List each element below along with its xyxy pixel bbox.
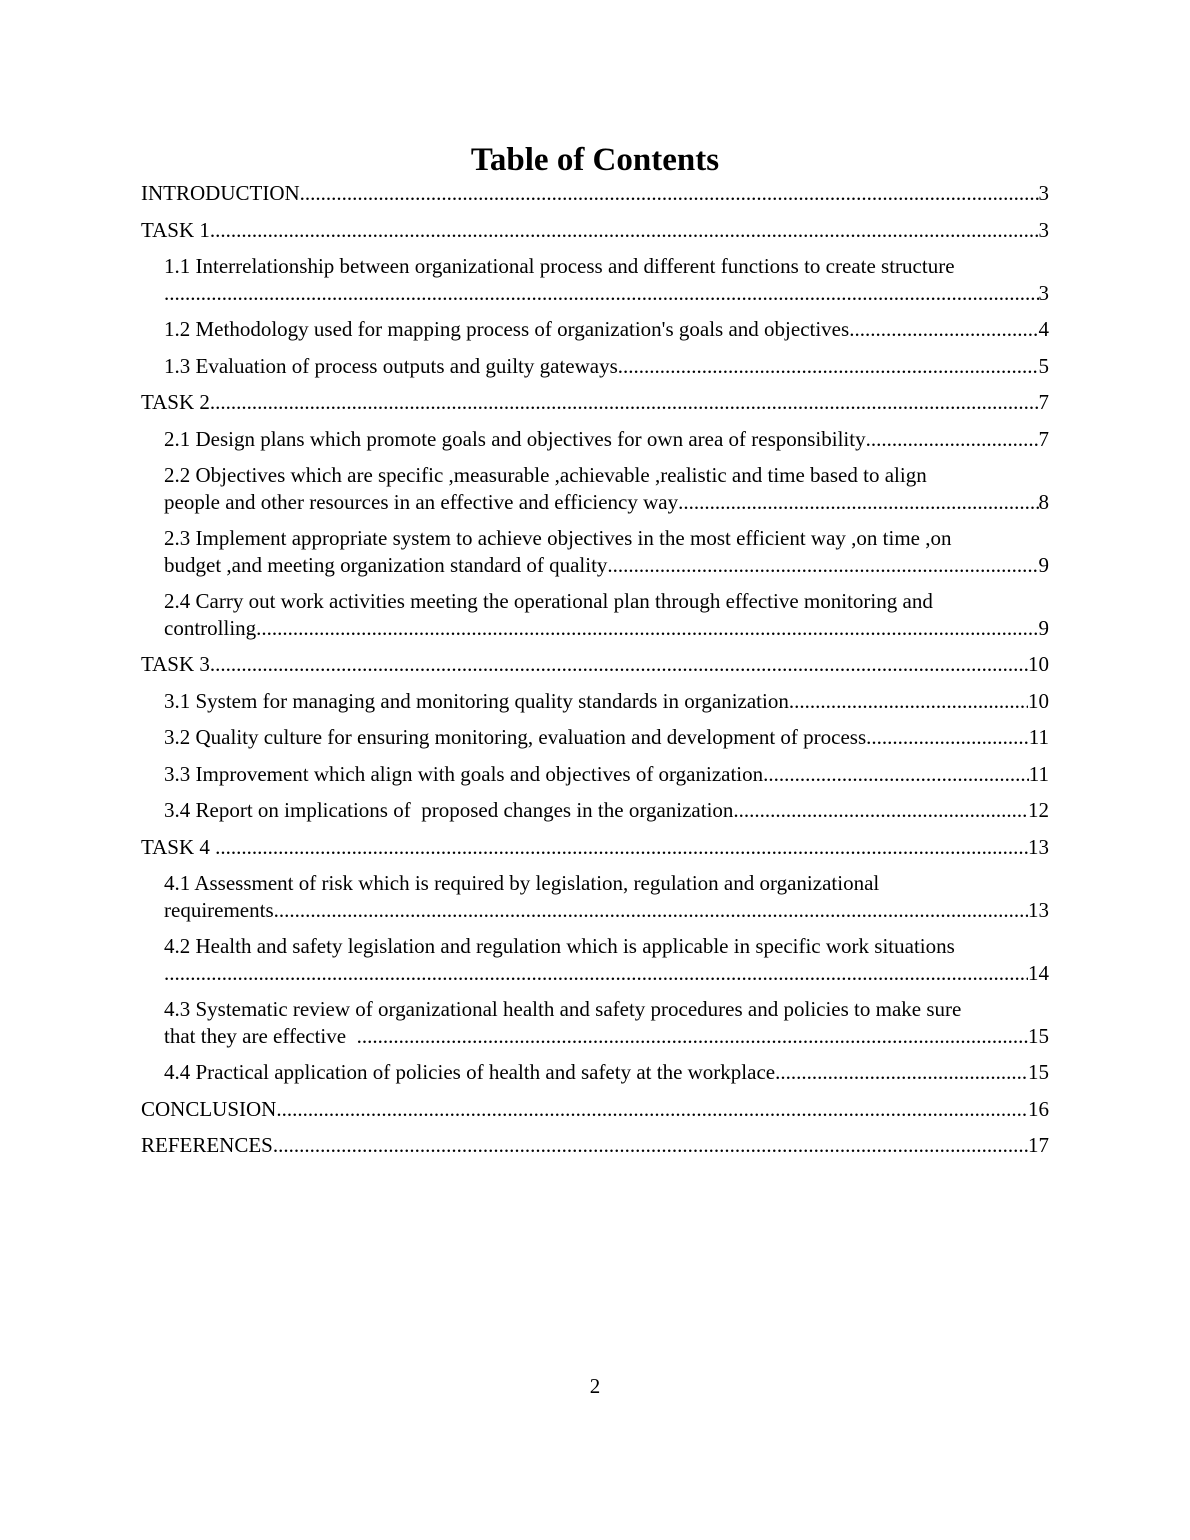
toc-page-number: 13 xyxy=(1028,897,1049,922)
toc-page-number: 4 xyxy=(1038,317,1049,341)
toc-page-number: 10 xyxy=(1028,688,1049,713)
page-number: 2 xyxy=(589,1374,601,1398)
toc-entry-subsection[interactable] xyxy=(141,870,1049,923)
toc-entry-line xyxy=(164,615,1049,642)
toc-entry-text: budget ,and meeting organization standard of quality xyxy=(164,552,608,577)
toc-entry-subsection[interactable] xyxy=(141,462,1049,515)
toc-entry-subsection[interactable] xyxy=(141,933,1049,986)
toc-page-number: 5 xyxy=(1038,353,1049,378)
toc-entry-subsection[interactable] xyxy=(141,353,1049,380)
toc-entry-text: INTRODUCTION xyxy=(141,181,300,205)
toc-entry-line xyxy=(164,489,1049,516)
toc-entry-section[interactable] xyxy=(141,389,1049,416)
toc-page-number: 13 xyxy=(1028,834,1049,859)
dot-leader xyxy=(256,615,1038,642)
toc-entry-text: that they are effective xyxy=(164,1023,357,1048)
toc-entry-text: 3.3 Improvement which align with goals and objectives of organization xyxy=(164,761,764,786)
toc-entry-line xyxy=(141,651,1049,678)
toc-entry-text: 3.2 Quality culture for ensuring monitoring, evaluation and development of process xyxy=(164,725,867,749)
toc-entry-line xyxy=(164,316,1049,343)
toc-entry-text: 3.1 System for managing and monitoring quality standards in organization xyxy=(164,688,789,713)
toc-entry-text: TASK 4 xyxy=(141,834,216,859)
dot-leader xyxy=(866,426,1039,453)
toc-entry-section[interactable] xyxy=(141,180,1049,207)
dot-leader xyxy=(678,489,1038,516)
toc-entry-line xyxy=(141,217,1049,244)
dot-leader xyxy=(164,960,1028,987)
toc-entry-text: 4.4 Practical application of policies of health and safety at the workplace xyxy=(164,1060,776,1084)
toc-entry-line xyxy=(164,897,1049,924)
toc-page-number: 11 xyxy=(1028,761,1049,786)
toc-entry-text: 2.4 Carry out work activities meeting the operational plan through effective monitoring and xyxy=(164,589,933,613)
toc-entry-text: CONCLUSION xyxy=(141,1096,277,1121)
toc-entry-line xyxy=(164,724,1049,751)
toc-page-number: 15 xyxy=(1028,1023,1049,1048)
toc-page-number: 3 xyxy=(1038,280,1049,305)
dot-leader xyxy=(789,688,1028,715)
dot-leader xyxy=(210,217,1039,244)
toc-page-number: 7 xyxy=(1038,390,1049,414)
toc-entry-subsection[interactable] xyxy=(141,426,1049,453)
dot-leader xyxy=(164,280,1039,307)
dot-leader xyxy=(210,389,1039,416)
dot-leader xyxy=(775,1059,1028,1086)
toc-entry-subsection[interactable] xyxy=(141,724,1049,751)
toc-page-number: 8 xyxy=(1038,489,1049,514)
toc-entry-subsection[interactable] xyxy=(141,688,1049,715)
toc-page-number: 10 xyxy=(1028,652,1049,676)
toc-entry-line xyxy=(164,797,1049,824)
toc-list xyxy=(141,180,1049,1169)
dot-leader xyxy=(215,834,1028,861)
toc-page-number: 16 xyxy=(1028,1096,1049,1121)
toc-entry-text: 4.2 Health and safety legislation and regulation which is applicable in specific work situations xyxy=(164,934,955,958)
toc-entry-subsection[interactable] xyxy=(141,588,1049,641)
toc-entry-subsection[interactable] xyxy=(141,797,1049,824)
toc-entry-line xyxy=(164,1059,1049,1086)
toc-page-number: 9 xyxy=(1038,615,1049,640)
toc-page-number: 12 xyxy=(1028,798,1049,822)
dot-leader xyxy=(276,1096,1028,1123)
dot-leader xyxy=(763,761,1029,788)
toc-entry-line xyxy=(164,552,1049,579)
toc-entry-text: 4.3 Systematic review of organizational health and safety procedures and policies to make sure xyxy=(164,997,962,1021)
toc-entry-text: REFERENCES xyxy=(141,1133,273,1157)
toc-entry-line xyxy=(164,353,1049,380)
toc-entry-line xyxy=(164,688,1049,715)
dot-leader xyxy=(357,1023,1028,1050)
toc-entry-text: 4.1 Assessment of risk which is required by legislation, regulation and organizational xyxy=(164,871,880,895)
dot-leader xyxy=(300,180,1039,207)
toc-entry-line xyxy=(141,1132,1049,1159)
toc-entry-subsection[interactable] xyxy=(141,316,1049,343)
toc-entry-subsection[interactable] xyxy=(141,253,1049,306)
toc-entry-line xyxy=(164,280,1049,307)
toc-entry-text: TASK 3 xyxy=(141,652,210,676)
toc-page-number: 15 xyxy=(1028,1060,1049,1084)
toc-entry-line xyxy=(164,426,1049,453)
toc-entry-line xyxy=(141,180,1049,207)
toc-entry-text: 2.1 Design plans which promote goals and objectives for own area of responsibility xyxy=(164,426,866,451)
dot-leader xyxy=(618,353,1039,380)
dot-leader xyxy=(274,897,1028,924)
toc-page-number: 9 xyxy=(1038,552,1049,577)
toc-title: Table of Contents xyxy=(470,142,720,178)
dot-leader xyxy=(273,1132,1028,1159)
toc-entry-subsection[interactable] xyxy=(141,761,1049,788)
toc-entry-text: TASK 2 xyxy=(141,390,210,414)
toc-entry-line xyxy=(141,389,1049,416)
toc-entry-text: 1.1 Interrelationship between organizational process and different functions to create structure xyxy=(164,254,955,278)
toc-page-number: 17 xyxy=(1028,1133,1049,1157)
toc-entry-section[interactable] xyxy=(141,1132,1049,1159)
toc-entry-section[interactable] xyxy=(141,651,1049,678)
toc-entry-line xyxy=(164,761,1049,788)
toc-entry-text: 2.3 Implement appropriate system to achieve objectives in the most efficient way ,on time ,on xyxy=(164,526,952,550)
toc-entry-line xyxy=(164,1023,1049,1050)
dot-leader xyxy=(210,651,1028,678)
toc-page-number: 3 xyxy=(1038,181,1049,205)
toc-entry-text: people and other resources in an effective and efficiency way xyxy=(164,489,679,514)
toc-entry-section[interactable] xyxy=(141,217,1049,244)
toc-entry-text: controlling xyxy=(164,615,257,640)
toc-entry-text: 1.3 Evaluation of process outputs and guilty gateways xyxy=(164,353,618,378)
toc-entry-text: TASK 1 xyxy=(141,217,210,242)
toc-entry-text: requirements xyxy=(164,897,274,922)
dot-leader xyxy=(866,724,1029,751)
toc-entry-text: 3.4 Report on implications of proposed changes in the organization xyxy=(164,798,734,822)
dot-leader xyxy=(849,316,1038,343)
toc-page-number: 11 xyxy=(1028,725,1049,749)
toc-entry-subsection[interactable] xyxy=(141,525,1049,578)
toc-page-number: 3 xyxy=(1038,217,1049,242)
toc-page-number: 7 xyxy=(1038,426,1049,451)
toc-entry-text: 1.2 Methodology used for mapping process of organization's goals and objectives xyxy=(164,317,850,341)
dot-leader xyxy=(607,552,1038,579)
toc-entry-line xyxy=(141,834,1049,861)
dot-leader xyxy=(733,797,1028,824)
toc-entry-line xyxy=(164,960,1049,987)
toc-entry-text: 2.2 Objectives which are specific ,measurable ,achievable ,realistic and time based to align xyxy=(164,463,927,487)
toc-entry-section[interactable] xyxy=(141,1096,1049,1123)
toc-entry-subsection[interactable] xyxy=(141,996,1049,1049)
toc-entry-line xyxy=(141,1096,1049,1123)
toc-entry-section[interactable] xyxy=(141,834,1049,861)
toc-entry-subsection[interactable] xyxy=(141,1059,1049,1086)
toc-page-number: 14 xyxy=(1028,960,1049,985)
